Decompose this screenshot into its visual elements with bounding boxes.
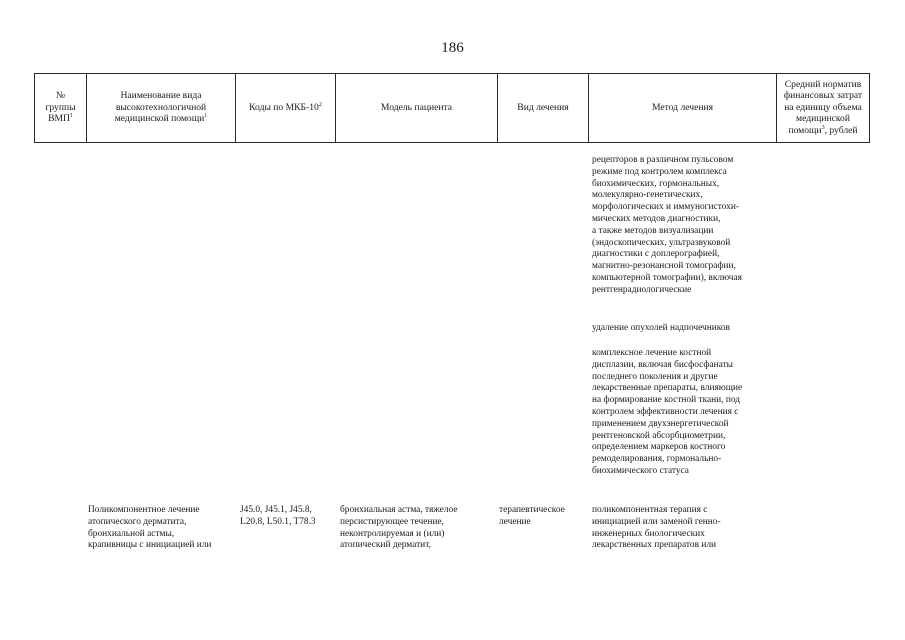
header-cost-norm-line4: медицинской [796, 113, 850, 125]
header-group-number-line2: группы [45, 101, 76, 113]
header-cost-norm [777, 73, 869, 142]
row-patient-model: бронхиальная астма, тяжелое персистирующее течение, неконтролируемая и (или) атопический дерматит, [340, 505, 458, 551]
header-icd-codes [236, 73, 335, 142]
header-treatment-type [498, 73, 588, 142]
header-care-type-line1: Наименование вида [120, 90, 202, 102]
column-divider [869, 73, 870, 143]
footnote-marker: 1 [204, 113, 208, 120]
row-treatment-type: терапевтическое лечение [499, 505, 565, 527]
method-adrenal-tumor-removal: удаление опухолей надпочечников [592, 323, 730, 333]
row-care-type-name: Поликомпонентное лечение атопического дерматита, бронхиальной астмы, крапивницы с инициацией или [88, 505, 212, 551]
header-patient-model-text: Модель пациента [380, 101, 453, 113]
header-treatment-method-text: Метод лечения [651, 101, 714, 113]
header-group-number [35, 73, 86, 142]
page-number: 186 [441, 40, 464, 56]
row-treatment-method: поликомпонентная терапия с инициацией или заменой генно- инженерных биологических лекарственных препаратов или [592, 505, 721, 551]
header-group-number-line1: № [55, 90, 66, 102]
header-cost-norm-line3: на единицу объема [784, 101, 862, 113]
method-bone-dysplasia-treatment: комплексное лечение костной дисплазии, включая бисфосфанаты последнего поколения и другие лекарственные препараты, влияющие на формирование костной ткани, под контролем эффективности лечения с применением двухэнергетической рентгеновской абсорбциометрии, определением маркеров костного ремоделирования, гормонально- биохимического статуса [592, 348, 743, 476]
header-cost-norm-line5-tail: , рублей [824, 124, 858, 136]
header-bottom-rule [34, 142, 870, 143]
header-treatment-type-text: Вид лечения [517, 101, 569, 113]
header-treatment-method [589, 73, 776, 142]
row-icd-codes: J45.0, J45.1, J45.8, L20.8, L50.1, T78.3 [240, 505, 316, 527]
header-icd-codes-text: Коды по МКБ-10 [249, 101, 319, 113]
header-cost-norm-line1: Средний норматив [784, 78, 862, 90]
header-care-type-line3: медицинской помощи [114, 113, 205, 125]
header-patient-model [336, 73, 497, 142]
header-group-number-line3: ВМП [48, 113, 70, 125]
footnote-marker: 3 [821, 124, 825, 131]
header-cost-norm-line2: финансовых затрат [783, 90, 863, 102]
header-care-type [87, 73, 235, 142]
header-care-type-line2: высокотехнологичной [115, 101, 207, 113]
header-cost-norm-line5: помощи [788, 124, 822, 136]
method-continuation-block: рецепторов в различном пульсовом режиме под контролем комплекса биохимических, гормональных, молекулярно-генетических, морфологических и иммуногистохи- мических методов диагностики, а также методов визуализации (эндоскопических, ультразвуковой диагностики с доплерографией, магнитно-резонансной томографии, компьютерной томографии), включая рентгенрадиологические [592, 155, 742, 295]
footnote-marker: 2 [318, 101, 322, 108]
footnote-marker: 1 [69, 113, 73, 120]
